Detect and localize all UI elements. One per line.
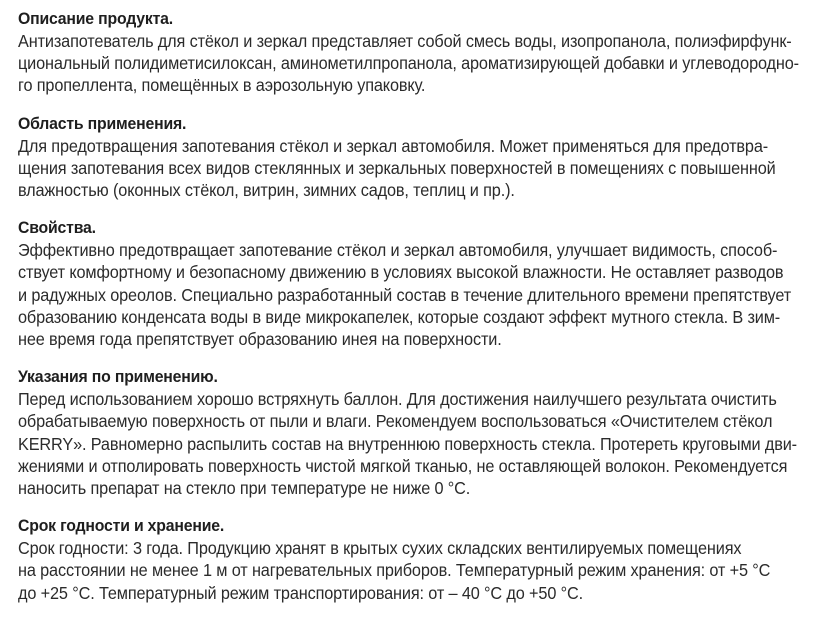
product-description-document — [18, 8, 818, 604]
body-line: и радужных ореолов. Специально разработанный состав в течение длительного времени препятствует — [18, 284, 792, 305]
section-body — [18, 388, 818, 499]
body-line: до +25 °С. Температурный режим транспортирования: от – 40 °С до +50 °С. — [18, 582, 584, 603]
section-heading: Описание продукта. — [18, 9, 173, 28]
body-line: Срок годности: 3 года. Продукцию хранят в крытых сухих складских вентилируемых помещениях — [18, 538, 742, 559]
section-application-area — [18, 113, 818, 202]
body-line: Перед использованием хорошо встряхнуть баллон. Для достижения наилучшего результата очистить — [18, 389, 777, 410]
section-heading: Указания по применению. — [18, 367, 218, 387]
body-line: образованию конденсата воды в виде микрокапелек, которые создают эффект мутного стекла. В зим- — [18, 306, 781, 327]
body-line: влажностью (оконных стёкол, витрин, зимних садов, теплиц и пр.). — [18, 180, 515, 201]
body-line: на расстоянии не менее 1 м от нагревательных приборов. Температурный режим хранения: от +5 °С — [18, 560, 771, 581]
section-usage-instructions — [18, 366, 818, 499]
body-line: Эффективно предотвращает запотевание стёкол и зеркал автомобиля, улучшает видимость, способ- — [18, 240, 778, 261]
section-heading: Свойства. — [18, 218, 96, 238]
body-line: жениями и отполировать поверхность чистой мягкой тканью, не оставляющей волокон. Рекомендуется — [18, 455, 788, 476]
body-line: щения запотевания всех видов стеклянных и зеркальных поверхностей в помещениях с повышенной — [18, 157, 776, 178]
body-line: обрабатываемую поверхность от пыли и влаги. Рекомендуем воспользоваться «Очистителем стёкол — [18, 411, 773, 432]
section-body — [18, 537, 818, 604]
body-line: наносить препарат на стекло при температуре не ниже 0 °С. — [18, 478, 471, 499]
section-properties — [18, 217, 818, 350]
body-line: ствует комфортному и безопасному движению в условиях высокой влажности. Не оставляет разводов — [18, 262, 784, 283]
section-body — [18, 239, 818, 350]
body-line: KERRY». Равномерно распылить состав на внутреннюю поверхность стекла. Протереть круговыми дви- — [18, 433, 797, 454]
section-heading: Срок годности и хранение. — [18, 516, 225, 536]
section-body — [18, 30, 818, 97]
section-product-description — [18, 8, 818, 97]
body-line: циональный полидиметисилоксан, аминометилпропанола, ароматизирующей добавки и углеводородно- — [18, 53, 799, 74]
body-line: Антизапотеватель для стёкол и зеркал представляет собой смесь воды, изопропанола, полиэфирфунк- — [18, 31, 792, 51]
section-body — [18, 135, 818, 202]
body-line: нее время года препятствует образованию инея на поверхности. — [18, 329, 502, 350]
body-line: Для предотвращения запотевания стёкол и зеркал автомобиля. Может применяться для предотвра- — [18, 135, 769, 156]
section-shelf-life-storage — [18, 515, 818, 604]
body-line: го пропеллента, помещённых в аэрозольную упаковку. — [18, 75, 426, 96]
section-heading: Область применения. — [18, 113, 187, 133]
